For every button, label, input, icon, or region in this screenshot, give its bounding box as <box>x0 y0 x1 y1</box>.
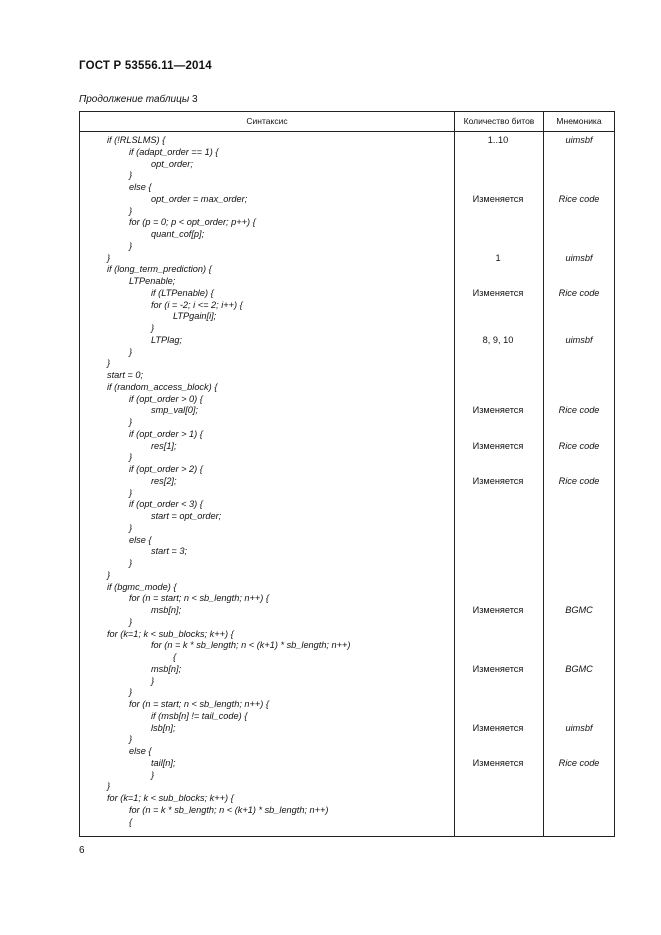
table-row <box>80 557 614 569</box>
table-row <box>80 193 614 205</box>
syntax-cell: } <box>107 252 111 263</box>
table-row <box>80 639 614 651</box>
syntax-cell: else { <box>129 182 152 192</box>
syntax-cell: } <box>129 616 133 627</box>
syntax-cell: if (random_access_block) { <box>107 381 218 392</box>
syntax-cell: quant_cof[p]; <box>151 229 205 239</box>
syntax-cell: msb[n]; <box>151 663 182 674</box>
table-row <box>80 792 614 804</box>
syntax-cell: start = 0; <box>107 370 144 380</box>
syntax-cell: for (n = start; n < sb_length; n++) { <box>129 699 269 709</box>
syntax-table <box>79 111 615 837</box>
table-row <box>80 616 614 628</box>
mnemonic-cell: uimsbf <box>565 252 593 263</box>
bits-cell: Изменяется <box>472 722 524 733</box>
mnemonic-cell: Rice code <box>558 757 600 768</box>
bits-cell: Изменяется <box>472 287 524 298</box>
table-row <box>80 769 614 781</box>
mnemonic-cell: Rice code <box>558 193 600 204</box>
table-row <box>80 416 614 428</box>
table-row <box>80 686 614 698</box>
table-row <box>80 404 614 416</box>
table-row <box>80 804 614 816</box>
table-row <box>80 393 614 405</box>
table-row <box>80 510 614 522</box>
bits-cell: Изменяется <box>472 193 524 204</box>
syntax-cell: } <box>129 522 133 533</box>
syntax-cell: } <box>129 487 133 498</box>
syntax-cell: } <box>151 675 155 686</box>
table-row <box>80 334 614 346</box>
mnemonic-cell: BGMC <box>565 663 593 674</box>
bits-cell: Изменяется <box>472 405 524 416</box>
page-number: 6 <box>79 845 85 856</box>
syntax-cell: } <box>129 417 133 427</box>
syntax-cell: } <box>129 687 133 698</box>
table-row <box>80 181 614 193</box>
table-row <box>80 440 614 452</box>
mnemonic-cell: uimsbf <box>565 722 593 733</box>
table-row <box>80 134 614 146</box>
syntax-cell: } <box>129 558 133 568</box>
table-row <box>80 487 614 499</box>
table-row <box>80 780 614 792</box>
table-row <box>80 263 614 275</box>
syntax-cell: for (n = k * sb_length; n < (k+1) * sb_length; n++) <box>129 804 329 815</box>
table-row <box>80 240 614 252</box>
mnemonic-cell: Rice code <box>558 475 600 486</box>
table-row <box>80 581 614 593</box>
syntax-cell: } <box>129 205 133 216</box>
mnemonic-cell: uimsbf <box>565 334 593 345</box>
bits-cell: Изменяется <box>472 440 524 451</box>
table-row <box>80 428 614 440</box>
table-header <box>80 112 614 132</box>
table-row <box>80 745 614 757</box>
syntax-cell: tail[n]; <box>151 757 176 768</box>
syntax-cell: } <box>151 769 155 780</box>
table-row <box>80 710 614 722</box>
syntax-cell: } <box>129 170 133 181</box>
table-row <box>80 357 614 369</box>
syntax-cell: for (k=1; k < sub_blocks; k++) { <box>107 793 234 803</box>
syntax-cell: smp_val[0]; <box>151 405 198 416</box>
table-row <box>80 216 614 228</box>
table-row <box>80 698 614 710</box>
bits-cell: Изменяется <box>472 757 524 768</box>
syntax-cell: if (opt_order > 0) { <box>129 393 203 404</box>
bits-cell: 1..10 <box>487 135 509 145</box>
table-row <box>80 346 614 358</box>
table-row <box>80 369 614 381</box>
bits-cell: 1 <box>495 252 501 263</box>
syntax-cell: res[1]; <box>151 440 177 451</box>
syntax-cell: for (i = -2; i <= 2; i++) { <box>151 299 243 310</box>
syntax-cell: } <box>107 781 111 792</box>
column-header-bits: Количество битов <box>463 116 535 126</box>
table-row <box>80 275 614 287</box>
syntax-cell: if (opt_order > 1) { <box>129 428 203 439</box>
syntax-cell: res[2]; <box>151 475 177 486</box>
syntax-cell: if (LTPenable) { <box>151 287 214 298</box>
table-row <box>80 628 614 640</box>
caption-prefix: Продолжение таблицы <box>79 94 190 105</box>
standard-designation: ГОСТ Р 53556.11—2014 <box>79 60 212 72</box>
syntax-cell: opt_order; <box>151 158 193 169</box>
table-row <box>80 545 614 557</box>
syntax-cell: for (n = k * sb_length; n < (k+1) * sb_length; n++) <box>151 640 351 651</box>
table-row <box>80 498 614 510</box>
table-row <box>80 381 614 393</box>
syntax-cell: } <box>129 452 133 463</box>
table-row <box>80 675 614 687</box>
syntax-cell: { <box>173 652 177 662</box>
mnemonic-cell: Rice code <box>558 440 600 451</box>
mnemonic-cell: BGMC <box>565 605 593 615</box>
table-row <box>80 169 614 181</box>
table-row <box>80 451 614 463</box>
caption-number: 3 <box>191 94 198 105</box>
table-row <box>80 299 614 311</box>
table-row <box>80 322 614 334</box>
bits-cell: 8, 9, 10 <box>482 334 514 345</box>
syntax-cell: if (adapt_order == 1) { <box>129 146 219 157</box>
syntax-cell: } <box>107 569 111 580</box>
syntax-cell: for (n = start; n < sb_length; n++) { <box>129 593 269 604</box>
syntax-cell: start = opt_order; <box>151 511 222 521</box>
table-row <box>80 310 614 322</box>
bits-cell: Изменяется <box>472 663 524 674</box>
syntax-cell: LTPgain[i]; <box>173 311 217 322</box>
mnemonic-cell: Rice code <box>558 405 600 416</box>
syntax-cell: for (p = 0; p < opt_order; p++) { <box>129 217 256 228</box>
mnemonic-cell: uimsbf <box>565 135 593 145</box>
bits-cell: Изменяется <box>472 475 524 486</box>
syntax-cell: opt_order = max_order; <box>151 193 248 204</box>
syntax-cell: if (msb[n] != tail_code) { <box>151 710 248 721</box>
syntax-cell: if (!RLSLMS) { <box>107 135 166 145</box>
syntax-cell: if (long_term_prediction) { <box>107 264 212 275</box>
table-row <box>80 663 614 675</box>
column-header-mnemonic: Мнемоника <box>556 116 602 126</box>
syntax-cell: } <box>129 734 133 745</box>
syntax-cell: if (opt_order > 2) { <box>129 464 203 474</box>
syntax-cell: } <box>129 346 133 357</box>
table-row <box>80 757 614 769</box>
table-row <box>80 534 614 546</box>
table-row <box>80 205 614 217</box>
table-row <box>80 522 614 534</box>
column-header-syntax: Синтаксис <box>246 116 288 126</box>
table-row <box>80 816 614 828</box>
table-caption <box>79 94 198 105</box>
syntax-cell: LTPlag; <box>151 334 182 345</box>
table-row <box>80 158 614 170</box>
table-row <box>80 722 614 734</box>
table-row <box>80 604 614 616</box>
table-row <box>80 287 614 299</box>
syntax-cell: msb[n]; <box>151 605 182 615</box>
table-row <box>80 475 614 487</box>
table-row <box>80 463 614 475</box>
syntax-cell: start = 3; <box>151 546 188 557</box>
table-row <box>80 592 614 604</box>
mnemonic-cell: Rice code <box>558 287 600 298</box>
table-row <box>80 651 614 663</box>
table-row <box>80 569 614 581</box>
syntax-cell: lsb[n]; <box>151 722 176 733</box>
syntax-cell: } <box>129 240 133 251</box>
syntax-cell: } <box>151 323 155 333</box>
syntax-cell: else { <box>129 746 152 756</box>
syntax-cell: if (opt_order < 3) { <box>129 499 203 510</box>
table-row <box>80 733 614 745</box>
bits-cell: Изменяется <box>472 605 524 615</box>
table-row <box>80 252 614 264</box>
syntax-cell: if (bgmc_mode) { <box>107 581 177 592</box>
table-row <box>80 146 614 158</box>
syntax-cell: LTPenable; <box>129 276 176 286</box>
table-row <box>80 228 614 240</box>
syntax-cell: else { <box>129 534 152 545</box>
syntax-cell: for (k=1; k < sub_blocks; k++) { <box>107 628 234 639</box>
syntax-cell: { <box>129 816 133 827</box>
syntax-cell: } <box>107 358 111 369</box>
